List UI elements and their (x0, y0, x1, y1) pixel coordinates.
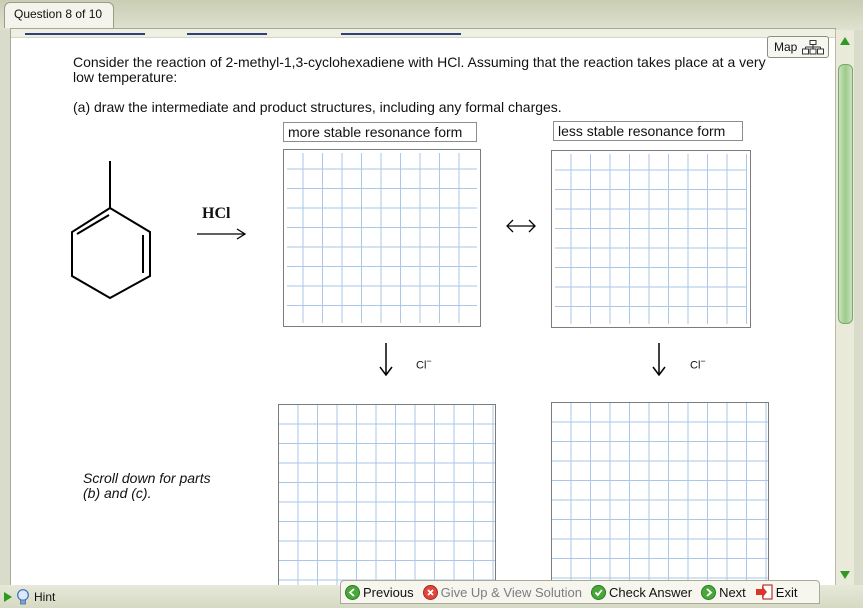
check-answer-label: Check Answer (608, 584, 693, 600)
previous-icon (345, 585, 360, 600)
question-tab (4, 2, 114, 28)
question-text: Consider the reaction of 2-methyl-1,3-cyclohexadiene with HCl. Assuming that the reaction takes place at a very low temperature: (73, 54, 766, 85)
previous-label: Previous (363, 584, 414, 600)
drawing-canvas-less-stable[interactable] (551, 150, 751, 328)
chloride-symbol: Cl (416, 359, 427, 372)
expand-triangle-icon (4, 592, 12, 602)
less-stable-label: less stable resonance form (553, 121, 743, 141)
cut-mark (341, 33, 461, 35)
resonance-arrow (505, 217, 537, 235)
give-up-button[interactable] (423, 585, 582, 600)
navigation-bar (340, 580, 820, 604)
question-part-a: (a) draw the intermediate and product structures, including any formal charges. (73, 99, 562, 115)
chloride-label-left (416, 356, 432, 372)
top-strip (0, 0, 863, 30)
lightbulb-icon (16, 589, 30, 605)
triangle-down-icon (840, 571, 850, 579)
check-answer-button[interactable] (591, 585, 692, 600)
down-arrow-right (652, 343, 666, 377)
hint-label: Hint (34, 590, 56, 604)
drawing-canvas-product-left[interactable] (278, 404, 496, 586)
exit-icon (755, 584, 773, 600)
scroll-up-button[interactable] (836, 32, 854, 50)
chloride-charge: − (700, 356, 706, 366)
hint-button[interactable] (4, 589, 55, 605)
reaction-arrow (197, 227, 249, 241)
exit-label: Exit (775, 584, 798, 600)
more-stable-label: more stable resonance form (283, 122, 477, 142)
chloride-symbol: Cl (690, 359, 701, 372)
question-panel (10, 28, 836, 586)
starting-material-structure (63, 159, 163, 299)
drawing-canvas-product-right[interactable] (551, 402, 769, 586)
give-up-icon (423, 585, 438, 600)
panel-top-edge (11, 29, 835, 38)
cut-mark (187, 33, 267, 35)
chloride-label-right (690, 356, 706, 372)
exit-button[interactable] (755, 584, 798, 600)
next-label: Next (719, 584, 746, 600)
checkmark-icon (591, 585, 606, 600)
drawing-canvas-more-stable[interactable] (283, 149, 481, 327)
scroll-thumb[interactable] (838, 64, 853, 324)
map-button-label: Map (774, 40, 798, 54)
vertical-scrollbar[interactable] (835, 30, 854, 586)
chloride-charge: − (426, 356, 432, 366)
cut-mark (25, 33, 145, 35)
scroll-note: Scroll down for parts (b) and (c). (83, 470, 211, 501)
next-icon (701, 585, 716, 600)
triangle-up-icon (840, 37, 850, 45)
previous-button[interactable] (345, 585, 414, 600)
down-arrow-left (379, 343, 393, 377)
scroll-down-button[interactable] (836, 566, 854, 584)
map-icon (802, 40, 824, 55)
next-button[interactable] (701, 585, 746, 600)
give-up-label: Give Up & View Solution (440, 584, 582, 600)
question-counter: Question 8 of 10 (14, 7, 103, 21)
reagent-label: HCl (202, 205, 231, 222)
